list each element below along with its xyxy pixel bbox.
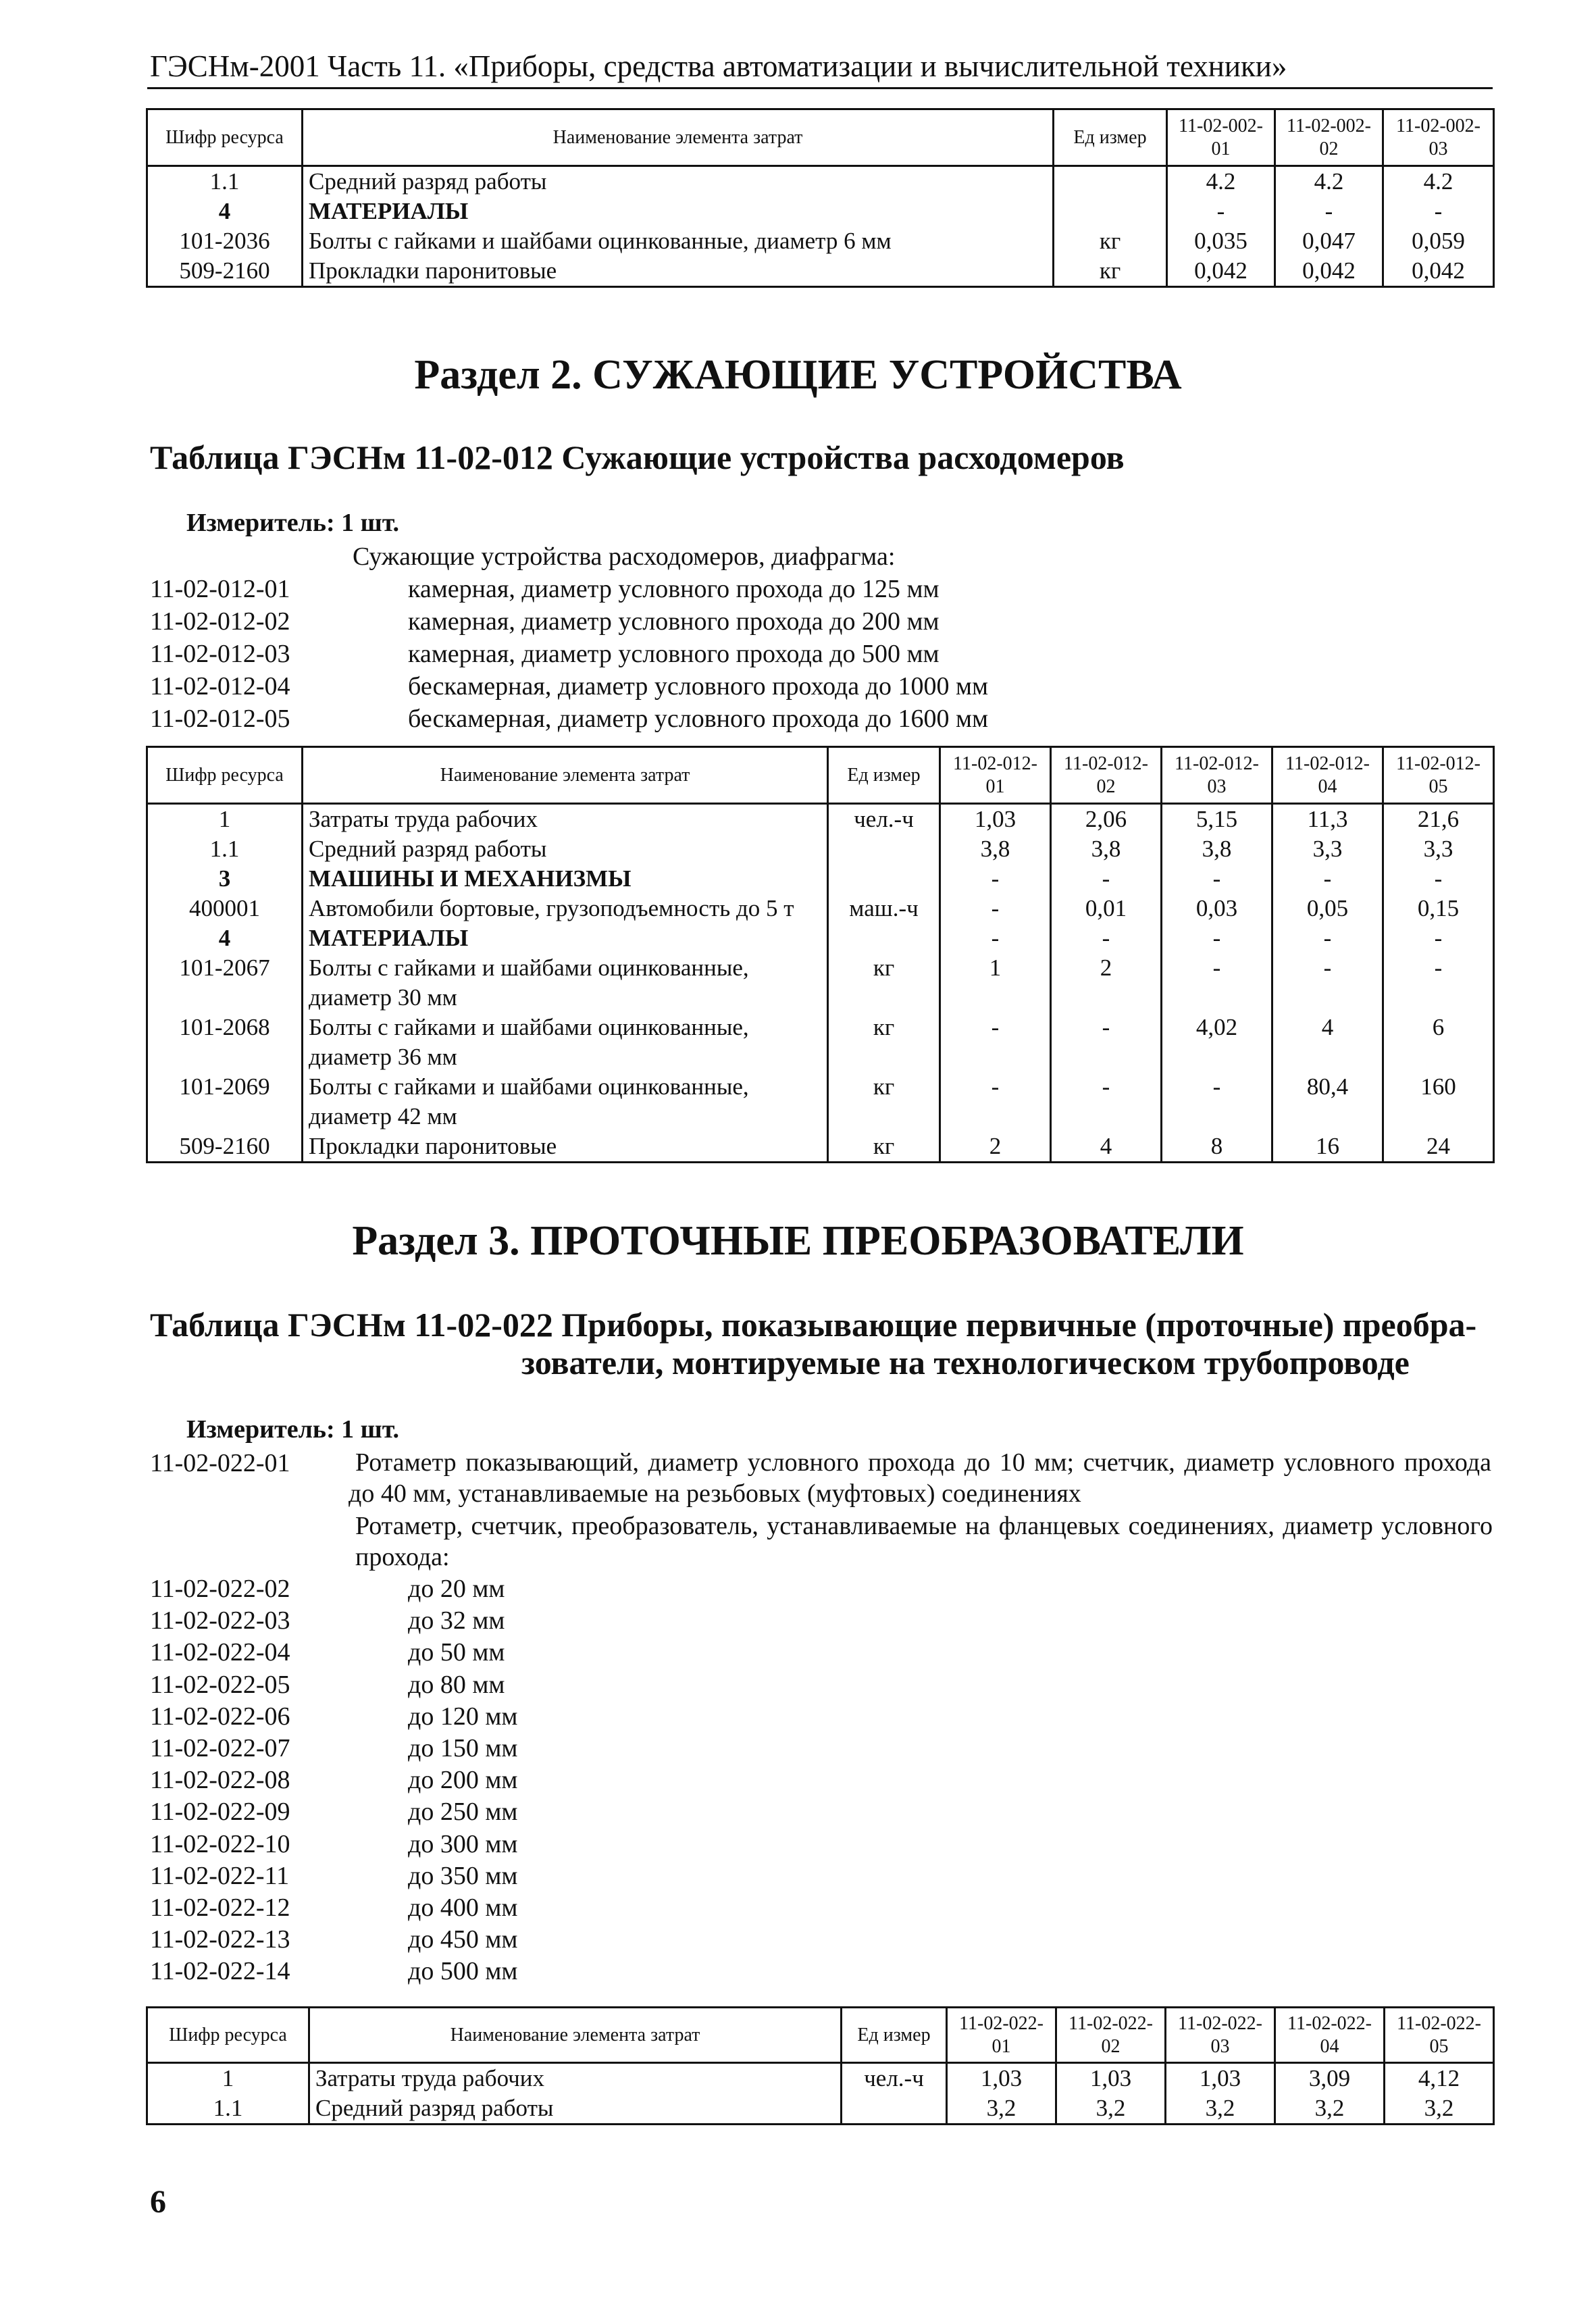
item-description: до 120 мм — [408, 1702, 518, 1731]
value-cell: 16 — [1272, 1132, 1383, 1163]
item-code: 11-02-022-07 — [150, 1734, 290, 1762]
value-cell: 4 — [1272, 1013, 1383, 1072]
value-cell: - — [1383, 864, 1494, 894]
value-cell: - — [1162, 953, 1272, 1013]
cost-item-name-cell: Затраты труда рабочих — [303, 804, 828, 835]
resource-code-cell: 101-2067 — [147, 953, 303, 1013]
value-cell: - — [1162, 923, 1272, 953]
item-code: 11-02-022-04 — [150, 1638, 290, 1667]
table-body — [147, 804, 1494, 1163]
unit-cell — [1054, 197, 1167, 226]
resource-table-11-02-002 — [146, 108, 1495, 288]
table-row — [147, 256, 1494, 287]
item-description: до 32 мм — [408, 1606, 505, 1635]
item-description: бескамерная, диаметр условного прохода до 1600 мм — [408, 705, 989, 733]
value-cell: - — [1272, 864, 1383, 894]
value-cell: 8 — [1162, 1132, 1272, 1163]
column-header: Шифр ресурса — [147, 109, 303, 166]
value-cell: 3,2 — [947, 2093, 1056, 2125]
item-description: до 500 мм — [408, 1957, 518, 1986]
value-cell: 6 — [1383, 1013, 1494, 1072]
value-cell: 1,03 — [940, 804, 1051, 835]
value-cell: 2,06 — [1051, 804, 1162, 835]
cost-item-name-cell: Болты с гайками и шайбами оцинкованные, диаметр 6 мм — [303, 226, 1054, 256]
unit-cell: маш.-ч — [828, 894, 940, 923]
table-row — [147, 2063, 1494, 2094]
column-header: Шифр ресурса — [147, 2008, 309, 2063]
table-row — [147, 923, 1494, 953]
unit-cell: кг — [828, 1072, 940, 1132]
header-rule — [147, 87, 1493, 89]
table-body — [147, 166, 1494, 287]
cost-item-name-cell: Затраты труда рабочих — [309, 2063, 842, 2094]
table-row — [147, 1072, 1494, 1132]
table-row — [147, 2093, 1494, 2125]
item-code: 11-02-022-12 — [150, 1893, 290, 1922]
item-description: камерная, диаметр условного прохода до 500 мм — [408, 640, 939, 668]
value-cell: 80,4 — [1272, 1072, 1383, 1132]
value-cell: 4.2 — [1383, 166, 1494, 197]
column-header: 11-02-002-02 — [1275, 109, 1383, 166]
table-11-02-022-title-line1: Таблица ГЭСНм 11-02-022 Приборы, показывающие первичные (проточные) преобра- — [150, 1306, 1477, 1344]
resource-code-cell: 509-2160 — [147, 1132, 303, 1163]
meter-line — [186, 508, 399, 538]
table-row — [147, 226, 1494, 256]
value-cell: 2 — [1051, 953, 1162, 1013]
resource-code-cell: 101-2069 — [147, 1072, 303, 1132]
item-code: 11-02-022-10 — [150, 1829, 290, 1858]
column-header: Наименование элемента затрат — [303, 747, 828, 804]
section-2-intro: Сужающие устройства расходомеров, диафрагма: — [353, 542, 896, 571]
table-11-02-022-title-line2: зователи, монтируемые на технологическом трубопроводе — [521, 1344, 1410, 1381]
value-cell: - — [1051, 864, 1162, 894]
value-cell: - — [1383, 953, 1494, 1013]
item-description: до 80 мм — [408, 1670, 505, 1699]
item-code: 11-02-012-01 — [150, 575, 290, 603]
cost-item-name-cell: МАТЕРИАЛЫ — [303, 923, 828, 953]
value-cell: - — [1383, 923, 1494, 953]
resource-code-cell: 1.1 — [147, 166, 303, 197]
cost-item-name-cell: Автомобили бортовые, грузоподъемность до 5 т — [303, 894, 828, 923]
value-cell: - — [1275, 197, 1383, 226]
value-cell: 0,05 — [1272, 894, 1383, 923]
unit-cell — [1054, 166, 1167, 197]
unit-cell — [828, 923, 940, 953]
value-cell: - — [940, 894, 1051, 923]
value-cell: - — [1167, 197, 1275, 226]
column-header: 11-02-022-03 — [1166, 2008, 1275, 2063]
unit-cell: кг — [828, 953, 940, 1013]
value-cell: - — [1162, 864, 1272, 894]
item-description: до 350 мм — [408, 1861, 518, 1890]
value-cell: 3,2 — [1275, 2093, 1385, 2125]
value-cell: 5,15 — [1162, 804, 1272, 835]
resource-code-cell: 400001 — [147, 894, 303, 923]
column-header: 11-02-022-01 — [947, 2008, 1056, 2063]
cost-item-name-cell: Прокладки паронитовые — [303, 1132, 828, 1163]
value-cell: 0,042 — [1275, 256, 1383, 287]
table-row — [147, 197, 1494, 226]
meter-value: 1 шт. — [341, 509, 400, 537]
running-header: ГЭСНм-2001 Часть 11. «Приборы, средства автоматизации и вычислительной техники» — [150, 49, 1287, 83]
value-cell: 0,042 — [1167, 256, 1275, 287]
resource-code-cell: 1.1 — [147, 834, 303, 864]
value-cell: - — [1051, 1072, 1162, 1132]
resource-table-11-02-012 — [146, 746, 1495, 1163]
table-row — [147, 894, 1494, 923]
value-cell: - — [1051, 923, 1162, 953]
value-cell: 1,03 — [1056, 2063, 1166, 2094]
value-cell: 0,15 — [1383, 894, 1494, 923]
value-cell: 3,8 — [940, 834, 1051, 864]
table-row — [147, 864, 1494, 894]
column-header: 11-02-022-05 — [1385, 2008, 1494, 2063]
table-row — [147, 1132, 1494, 1163]
item-description: до 150 мм — [408, 1734, 518, 1762]
value-cell: - — [940, 1013, 1051, 1072]
value-cell: 24 — [1383, 1132, 1494, 1163]
item-code: 11-02-012-02 — [150, 607, 290, 636]
resource-code-cell: 4 — [147, 197, 303, 226]
table-11-02-012-title: Таблица ГЭСНм 11-02-012 Сужающие устройства расходомеров — [150, 438, 1125, 476]
meter-label: Измеритель: — [186, 1415, 335, 1444]
item-description: до 300 мм — [408, 1829, 518, 1858]
table-row — [147, 953, 1494, 1013]
cost-item-name-cell: МАШИНЫ И МЕХАНИЗМЫ — [303, 864, 828, 894]
item-code: 11-02-022-09 — [150, 1798, 290, 1827]
value-cell: 4.2 — [1275, 166, 1383, 197]
table-row — [147, 166, 1494, 197]
item-description: до 400 мм — [408, 1893, 518, 1922]
meter-line — [186, 1415, 399, 1444]
column-header: 11-02-022-04 — [1275, 2008, 1385, 2063]
value-cell: 1,03 — [947, 2063, 1056, 2094]
value-cell: - — [1383, 197, 1494, 226]
cost-item-name-cell: МАТЕРИАЛЫ — [303, 197, 1054, 226]
value-cell: - — [1162, 1072, 1272, 1132]
item-code: 11-02-022-11 — [150, 1861, 290, 1890]
item-description: бескамерная, диаметр условного прохода до 1000 мм — [408, 672, 989, 701]
meter-value: 1 шт. — [341, 1415, 400, 1444]
item-description: до 250 мм — [408, 1798, 518, 1827]
value-cell: 3,09 — [1275, 2063, 1385, 2094]
column-header: 11-02-012-05 — [1383, 747, 1494, 804]
unit-cell: чел.-ч — [842, 2063, 947, 2094]
item-code: 11-02-022-05 — [150, 1670, 290, 1699]
value-cell: 1,03 — [1166, 2063, 1275, 2094]
resource-table-11-02-022 — [146, 2006, 1495, 2125]
value-cell: 3,3 — [1383, 834, 1494, 864]
value-cell: 0,03 — [1162, 894, 1272, 923]
cost-item-name-cell: Болты с гайками и шайбами оцинкованные, диаметр 36 мм — [303, 1013, 828, 1072]
item-code: 11-02-022-02 — [150, 1575, 290, 1603]
page-number: 6 — [150, 2184, 166, 2220]
item-code: 11-02-012-04 — [150, 672, 290, 701]
unit-cell: кг — [828, 1013, 940, 1072]
column-header: 11-02-022-02 — [1056, 2008, 1166, 2063]
value-cell: 3,8 — [1051, 834, 1162, 864]
value-cell: 1 — [940, 953, 1051, 1013]
resource-code-cell: 101-2068 — [147, 1013, 303, 1072]
value-cell: - — [940, 923, 1051, 953]
item-code: 11-02-022-13 — [150, 1925, 290, 1954]
value-cell: 3,2 — [1056, 2093, 1166, 2125]
table-header-row — [147, 747, 1494, 804]
item-description: до 50 мм — [408, 1638, 505, 1667]
column-header: Наименование элемента затрат — [303, 109, 1054, 166]
unit-cell — [842, 2093, 947, 2125]
resource-code-cell: 3 — [147, 864, 303, 894]
table-row — [147, 804, 1494, 835]
table-header-row — [147, 109, 1494, 166]
item-code: 11-02-012-03 — [150, 640, 290, 668]
section-2-title: Раздел 2. СУЖАЮЩИЕ УСТРОЙСТВА — [414, 352, 1182, 398]
cost-item-name-cell: Болты с гайками и шайбами оцинкованные, диаметр 30 мм — [303, 953, 828, 1013]
value-cell: 0,035 — [1167, 226, 1275, 256]
unit-cell — [828, 864, 940, 894]
meter-label: Измеритель: — [186, 509, 335, 537]
item-11-02-022-01-code: 11-02-022-01 — [150, 1449, 290, 1477]
item-description: камерная, диаметр условного прохода до 125 мм — [408, 575, 939, 603]
cost-item-name-cell: Средний разряд работы — [309, 2093, 842, 2125]
resource-code-cell: 1 — [147, 804, 303, 835]
column-header: 11-02-012-03 — [1162, 747, 1272, 804]
cost-item-name-cell: Средний разряд работы — [303, 834, 828, 864]
unit-cell: кг — [1054, 256, 1167, 287]
resource-code-cell: 101-2036 — [147, 226, 303, 256]
value-cell: - — [940, 864, 1051, 894]
unit-cell: кг — [1054, 226, 1167, 256]
item-description: до 450 мм — [408, 1925, 518, 1954]
value-cell: 4,02 — [1162, 1013, 1272, 1072]
value-cell: 4,12 — [1385, 2063, 1494, 2094]
value-cell: 4 — [1051, 1132, 1162, 1163]
item-code: 11-02-022-06 — [150, 1702, 290, 1731]
value-cell: 0,042 — [1383, 256, 1494, 287]
column-header: Ед измер — [1054, 109, 1167, 166]
unit-cell: чел.-ч — [828, 804, 940, 835]
value-cell: - — [1272, 953, 1383, 1013]
item-description: камерная, диаметр условного прохода до 200 мм — [408, 607, 939, 636]
value-cell: 3,2 — [1385, 2093, 1494, 2125]
value-cell: - — [940, 1072, 1051, 1132]
unit-cell — [828, 834, 940, 864]
item-description: до 20 мм — [408, 1575, 505, 1603]
item-code: 11-02-012-05 — [150, 705, 290, 733]
cost-item-name-cell: Болты с гайками и шайбами оцинкованные, диаметр 42 мм — [303, 1072, 828, 1132]
resource-code-cell: 509-2160 — [147, 256, 303, 287]
value-cell: 3,3 — [1272, 834, 1383, 864]
resource-code-cell: 1.1 — [147, 2093, 309, 2125]
section-3-intro: Ротаметр, счетчик, преобразователь, устанавливаемые на фланцевых соединениях, диаметр условного прохода: — [355, 1512, 1493, 1571]
value-cell: 0,01 — [1051, 894, 1162, 923]
resource-code-cell: 1 — [147, 2063, 309, 2094]
column-header: Наименование элемента затрат — [309, 2008, 842, 2063]
column-header: 11-02-012-02 — [1051, 747, 1162, 804]
value-cell: 4.2 — [1167, 166, 1275, 197]
value-cell: 11,3 — [1272, 804, 1383, 835]
value-cell: 3,8 — [1162, 834, 1272, 864]
column-header: 11-02-012-01 — [940, 747, 1051, 804]
item-11-02-022-01-text: Ротаметр показывающий, диаметр условного прохода до 10 мм; счетчик, диаметр условного прохода до 40 мм, устанавливаемые на резьбовых (муфтовых) соединениях — [349, 1448, 1491, 1508]
table-row — [147, 834, 1494, 864]
resource-code-cell: 4 — [147, 923, 303, 953]
column-header: 11-02-002-03 — [1383, 109, 1494, 166]
item-code: 11-02-022-08 — [150, 1766, 290, 1795]
column-header: 11-02-012-04 — [1272, 747, 1383, 804]
section-3-title: Раздел 3. ПРОТОЧНЫЕ ПРЕОБРАЗОВАТЕЛИ — [352, 1218, 1244, 1264]
value-cell: - — [1272, 923, 1383, 953]
column-header: Ед измер — [842, 2008, 947, 2063]
value-cell: 160 — [1383, 1072, 1494, 1132]
unit-cell: кг — [828, 1132, 940, 1163]
value-cell: - — [1051, 1013, 1162, 1072]
column-header: Шифр ресурса — [147, 747, 303, 804]
cost-item-name-cell: Средний разряд работы — [303, 166, 1054, 197]
item-code: 11-02-022-14 — [150, 1957, 290, 1986]
table-row — [147, 1013, 1494, 1072]
column-header: Ед измер — [828, 747, 940, 804]
value-cell: 3,2 — [1166, 2093, 1275, 2125]
table-body — [147, 2063, 1494, 2125]
value-cell: 21,6 — [1383, 804, 1494, 835]
item-code: 11-02-022-03 — [150, 1606, 290, 1635]
value-cell: 0,059 — [1383, 226, 1494, 256]
value-cell: 2 — [940, 1132, 1051, 1163]
value-cell: 0,047 — [1275, 226, 1383, 256]
cost-item-name-cell: Прокладки паронитовые — [303, 256, 1054, 287]
column-header: 11-02-002-01 — [1167, 109, 1275, 166]
table-header-row — [147, 2008, 1494, 2063]
item-description: до 200 мм — [408, 1766, 518, 1795]
